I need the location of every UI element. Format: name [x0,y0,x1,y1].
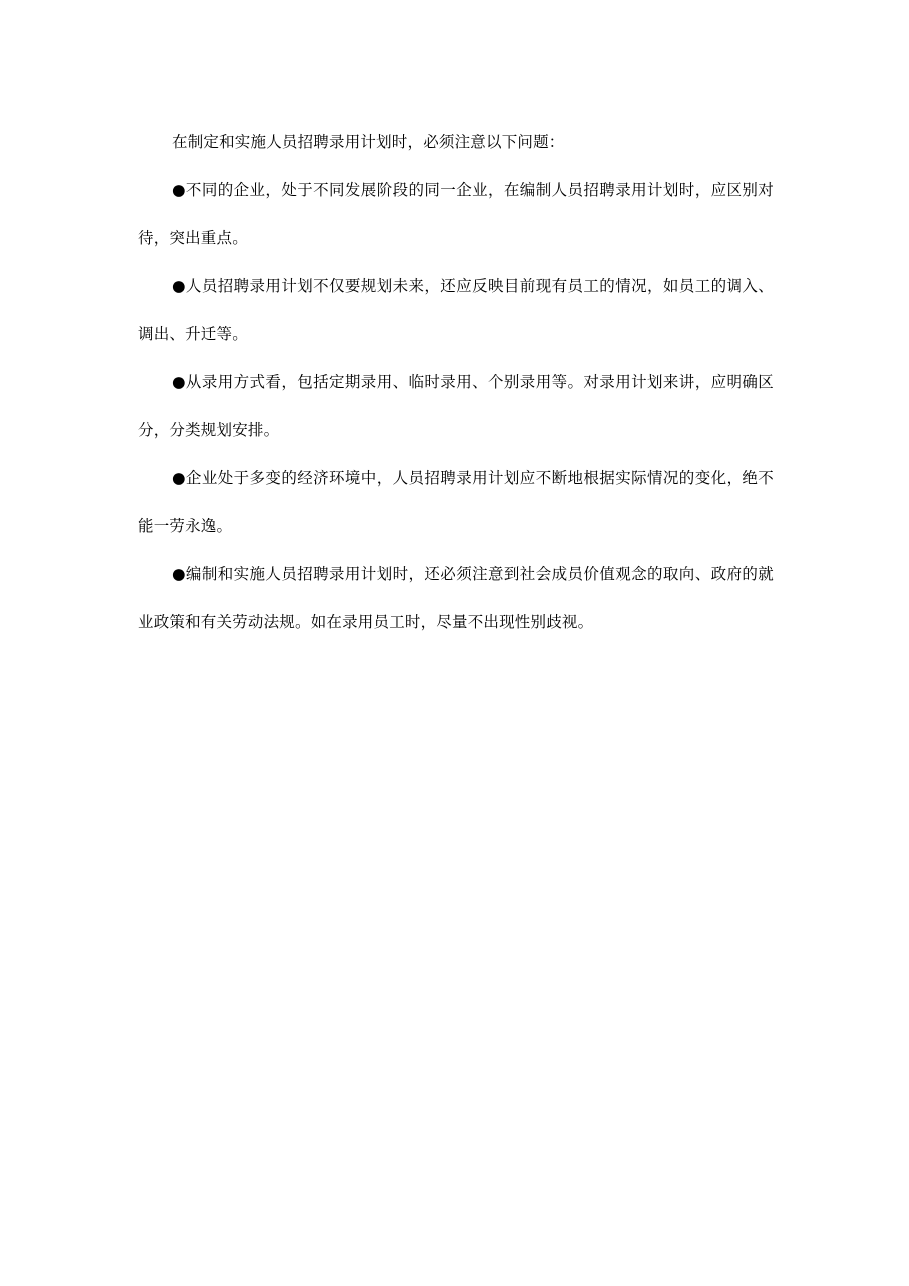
document-body [138,118,774,646]
intro-paragraph: 在制定和实施人员招聘录用计划时，必须注意以下问题： [172,133,565,151]
bullet-paragraph-5: ●编制和实施人员招聘录用计划时，还必须注意到社会成员价值观念的取向、政府的就业政策和有关劳动法规。如在录用员工时，尽量不出现性别歧视。 [138,565,774,631]
bullet-paragraph-4: ●企业处于多变的经济环境中，人员招聘录用计划应不断地根据实际情况的变化，绝不能一劳永逸。 [138,469,774,535]
bullet-paragraph-1: ●不同的企业，处于不同发展阶段的同一企业，在编制人员招聘录用计划时，应区别对待，突出重点。 [138,181,774,247]
bullet-paragraph-3: ●从录用方式看，包括定期录用、临时录用、个别录用等。对录用计划来讲，应明确区分，分类规划安排。 [138,373,774,439]
bullet-paragraph-2: ●人员招聘录用计划不仅要规划未来，还应反映目前现有员工的情况，如员工的调入、调出、升迁等。 [138,277,774,343]
